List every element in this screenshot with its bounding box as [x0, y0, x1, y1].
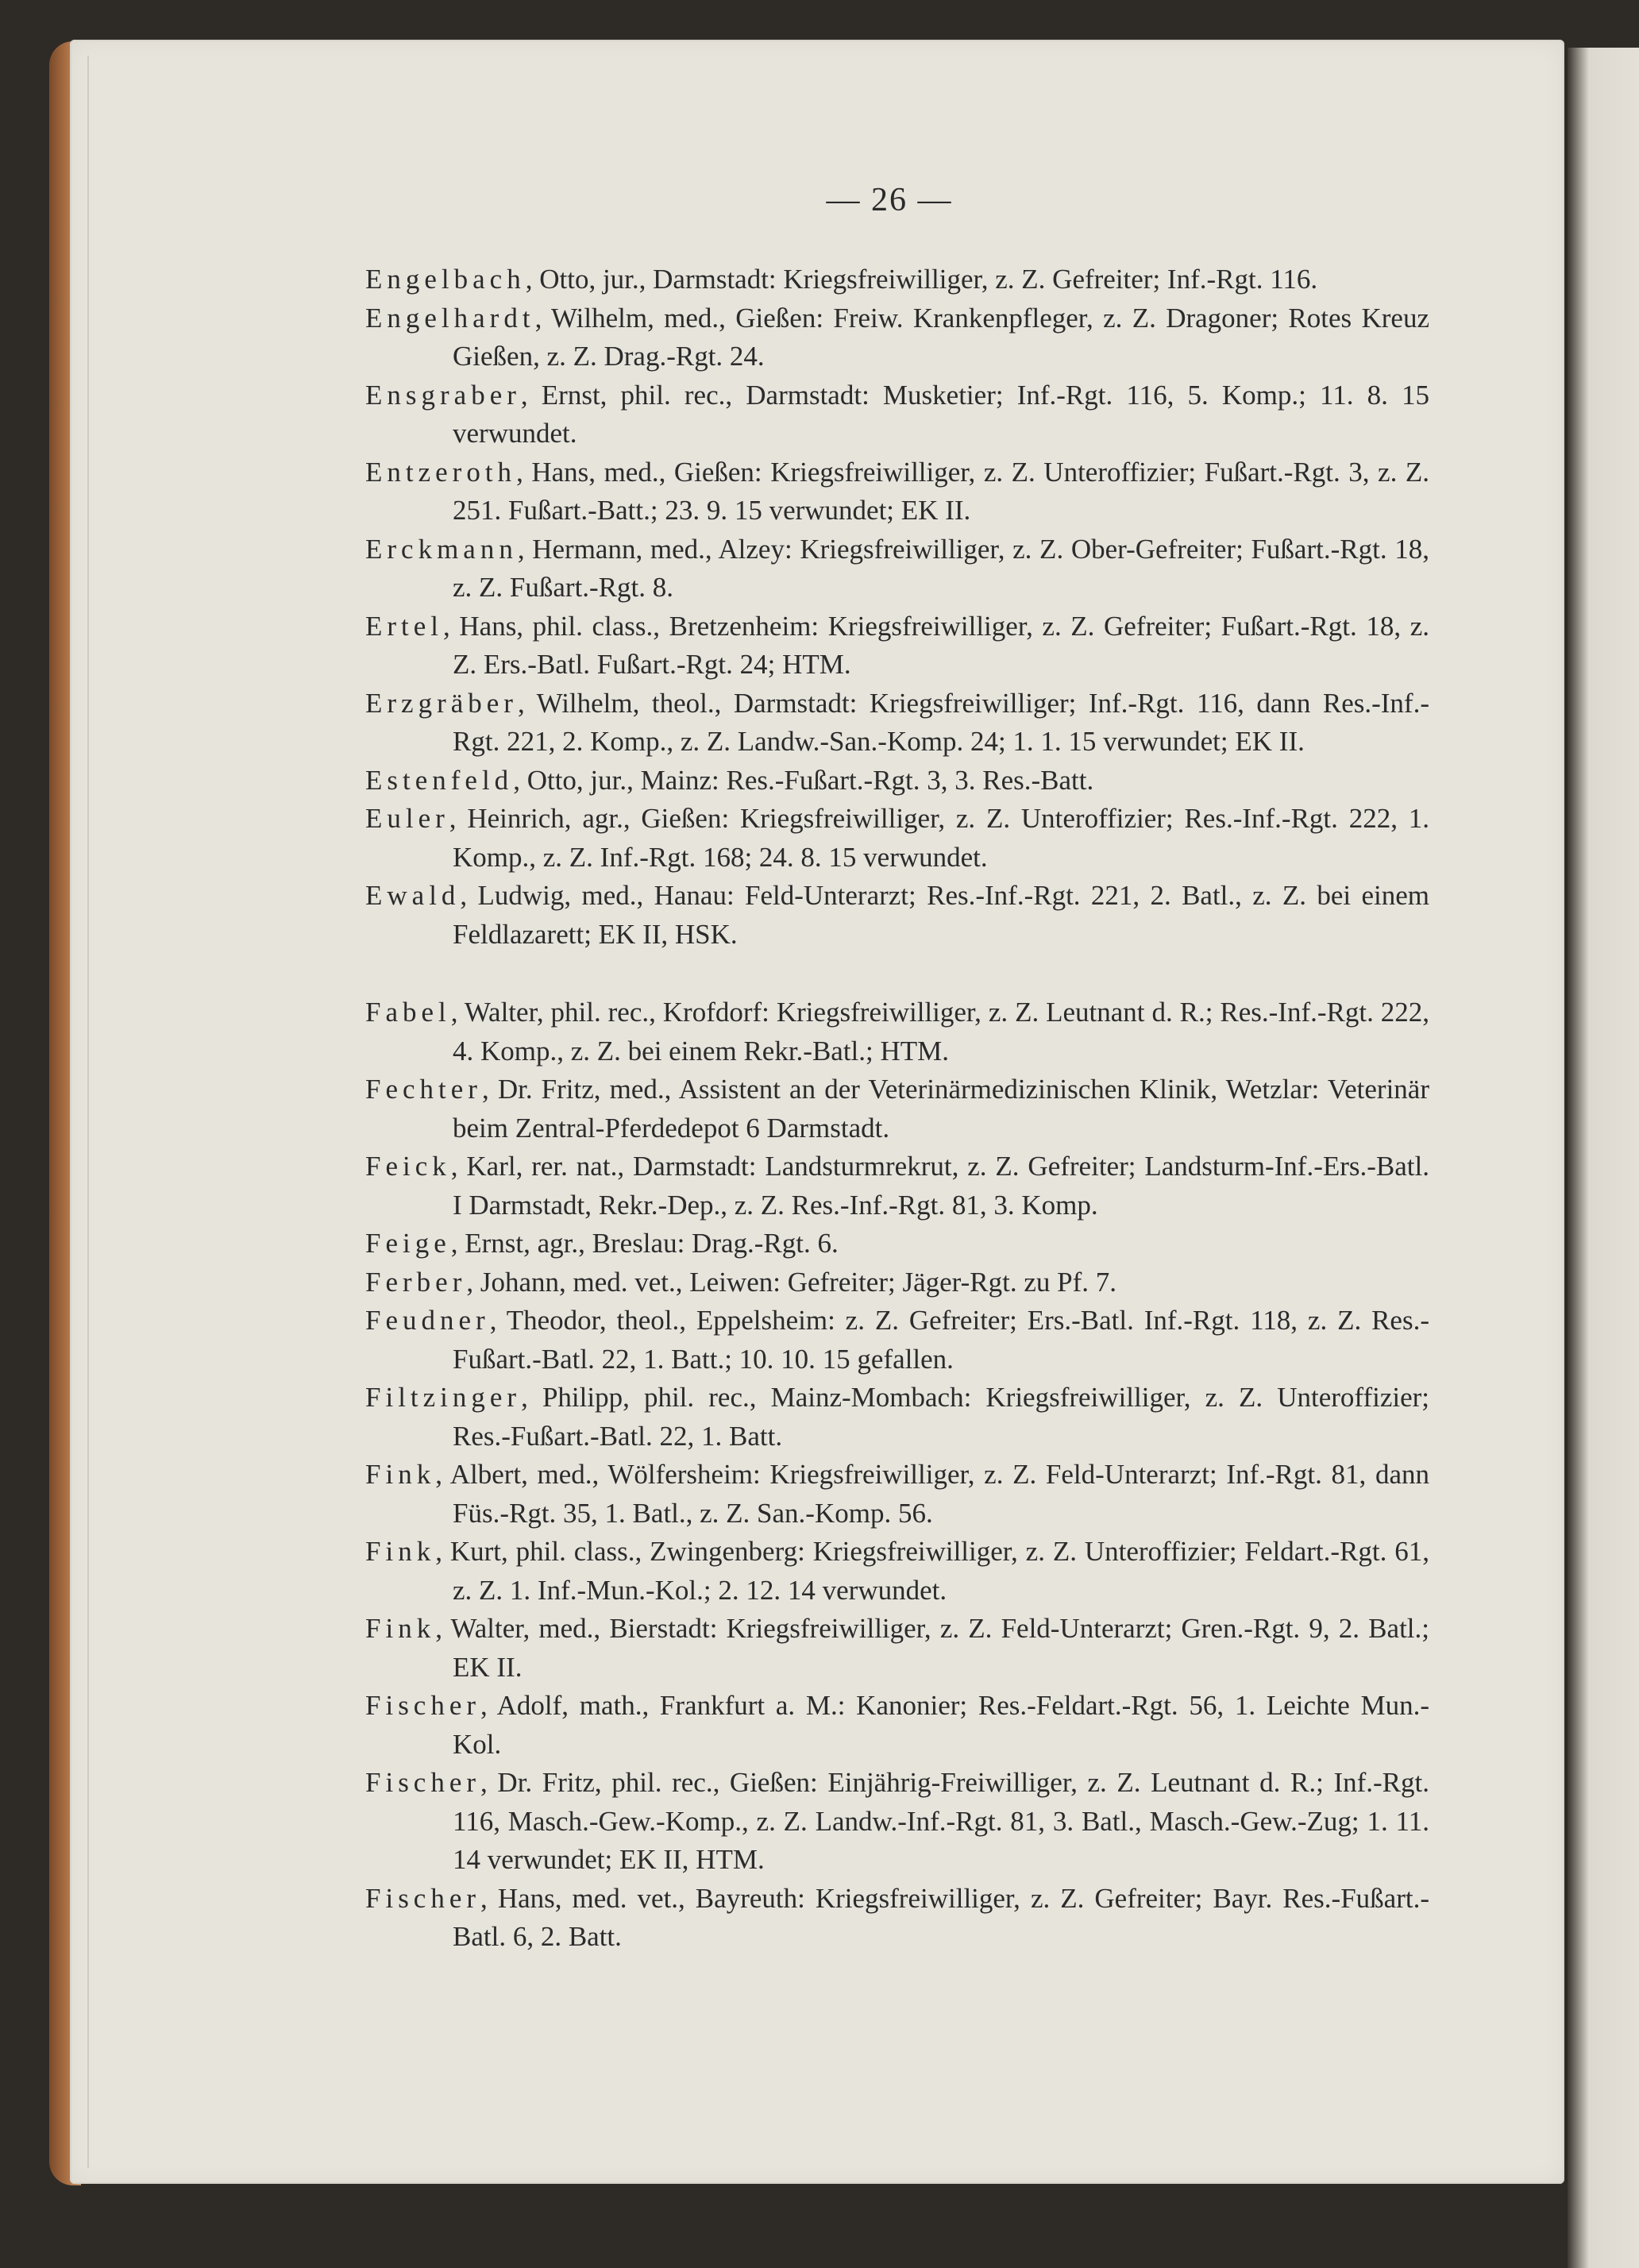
- entry-surname: Fink: [365, 1459, 436, 1490]
- page-edge-line: [87, 56, 89, 2168]
- entry-details: , Johann, med. vet., Leiwen: Gefreiter; Jäger-Rgt. zu Pf. 7.: [466, 1266, 1116, 1298]
- list-item: [365, 1764, 1429, 1880]
- entry-details: , Albert, med., Wölfersheim: Kriegsfreiwilliger, z. Z. Feld-Unterarzt; Inf.-Rgt. 81, dann Füs.-Rgt. 35, 1. Batl., z. Z. San.-Komp. 56.: [435, 1459, 1429, 1529]
- entry-surname: Engelhardt: [365, 302, 535, 334]
- entry-list: [365, 260, 1429, 1957]
- entry-surname: Ensgraber: [365, 379, 521, 411]
- entry-details: , Walter, med., Bierstadt: Kriegsfreiwilliger, z. Z. Feld-Unterarzt; Gren.-Rgt. 9, 2. Batl.; EK II.: [435, 1613, 1429, 1683]
- list-item: [365, 453, 1429, 530]
- entry-surname: Ertel: [365, 610, 444, 642]
- entry-details: , Ernst, agr., Breslau: Drag.-Rgt. 6.: [450, 1228, 839, 1259]
- list-item: [365, 1687, 1429, 1764]
- list-item: [365, 260, 1429, 299]
- list-item: [365, 1070, 1429, 1148]
- entry-details: , Otto, jur., Darmstadt: Kriegsfreiwilliger, z. Z. Gefreiter; Inf.-Rgt. 116.: [525, 264, 1318, 295]
- entry-surname: Fink: [365, 1536, 436, 1567]
- facing-page-edge: [1568, 48, 1639, 2268]
- entry-surname: Fechter: [365, 1074, 482, 1105]
- entry-details: , Adolf, math., Frankfurt a. M.: Kanonier; Res.-Feldart.-Rgt. 56, 1. Leichte Mun.-Kol.: [453, 1690, 1429, 1760]
- entry-details: , Hans, med. vet., Bayreuth: Kriegsfreiwilliger, z. Z. Gefreiter; Bayr. Res.-Fußart.-Batl. 6, 2. Batt.: [453, 1882, 1429, 1952]
- entry-details: , Karl, rer. nat., Darmstadt: Landsturmrekrut, z. Z. Gefreiter; Landsturm-Inf.-Ers.-Batl. I Darmstadt, Rekr.-Dep., z. Z. Res.-Inf.-Rgt. 81, 3. Komp.: [450, 1151, 1429, 1221]
- entry-details: , Ludwig, med., Hanau: Feld-Unterarzt; Res.-Inf.-Rgt. 221, 2. Batl., z. Z. bei einem Feldlazarett; EK II, HSK.: [453, 880, 1429, 950]
- entry-surname: Fischer: [365, 1690, 481, 1721]
- list-item: [365, 1263, 1429, 1302]
- entry-details: , Walter, phil. rec., Krofdorf: Kriegsfreiwilliger, z. Z. Leutnant d. R.; Res.-Inf.-Rgt. 222, 4. Komp., z. Z. bei einem Rekr.-Batl.; HTM.: [450, 997, 1429, 1066]
- entry-surname: Fink: [365, 1613, 436, 1644]
- list-item: [365, 530, 1429, 608]
- entry-surname: Feudner: [365, 1305, 490, 1336]
- entry-details: , Hans, phil. class., Bretzenheim: Kriegsfreiwilliger, z. Z. Gefreiter; Fußart.-Rgt. 18, z. Z. Ers.-Batl. Fußart.-Rgt. 24; HTM.: [443, 610, 1429, 680]
- list-item: [365, 299, 1429, 376]
- entry-details: , Hans, med., Gießen: Kriegsfreiwilliger, z. Z. Unteroffizier; Fußart.-Rgt. 3, z. Z. 251. Fußart.-Batt.; 23. 9. 15 verwundet; EK II.: [453, 456, 1429, 526]
- entry-surname: Fabel: [365, 997, 451, 1028]
- entry-surname: Feige: [365, 1228, 451, 1259]
- list-item: [365, 993, 1429, 1070]
- list-item: [365, 685, 1429, 762]
- entry-details: , Ernst, phil. rec., Darmstadt: Musketier; Inf.-Rgt. 116, 5. Komp.; 11. 8. 15 verwundet.: [453, 379, 1429, 449]
- list-item: [365, 1880, 1429, 1957]
- entry-details: , Theodor, theol., Eppelsheim: z. Z. Gefreiter; Ers.-Batl. Inf.-Rgt. 118, z. Z. Res.-Fußart.-Batl. 22, 1. Batt.; 10. 10. 15 gefallen.: [453, 1305, 1429, 1375]
- list-item: [365, 800, 1429, 877]
- list-item: [365, 1533, 1429, 1610]
- entry-details: , Wilhelm, theol., Darmstadt: Kriegsfreiwilliger; Inf.-Rgt. 116, dann Res.-Inf.-Rgt. 221, 2. Komp., z. Z. Landw.-San.-Komp. 24; 1. 1. 15 verwundet; EK II.: [453, 687, 1429, 757]
- page-number: — 26 —: [826, 182, 953, 218]
- list-item: [365, 376, 1429, 453]
- entry-details: , Hermann, med., Alzey: Kriegsfreiwilliger, z. Z. Ober-Gefreiter; Fußart.-Rgt. 18, z. Z. Fußart.-Rgt. 8.: [453, 533, 1429, 603]
- entry-details: , Wilhelm, med., Gießen: Freiw. Krankenpfleger, z. Z. Dragoner; Rotes Kreuz Gießen, z. Z. Drag.-Rgt. 24.: [453, 302, 1429, 372]
- section-gap: [365, 954, 1429, 993]
- entry-surname: Filtzinger: [365, 1382, 522, 1413]
- entry-surname: Estenfeld: [365, 764, 514, 796]
- entry-surname: Ewald: [365, 880, 461, 911]
- entry-surname: Erzgräber: [365, 687, 518, 719]
- entry-surname: Fischer: [365, 1767, 481, 1798]
- entry-surname: Ferber: [365, 1266, 467, 1298]
- list-item: [365, 1456, 1429, 1533]
- entry-surname: Engelbach: [365, 264, 526, 295]
- entry-details: , Kurt, phil. class., Zwingenberg: Kriegsfreiwilliger, z. Z. Unteroffizier; Feldart.-Rgt. 61, z. Z. 1. Inf.-Mun.-Kol.; 2. 12. 14 verwundet.: [435, 1536, 1429, 1606]
- entry-details: , Dr. Fritz, med., Assistent an der Veterinärmedizinischen Klinik, Wetzlar: Veterinär beim Zentral-Pferdedepot 6 Darmstadt.: [453, 1074, 1429, 1144]
- entry-surname: Entzeroth: [365, 456, 517, 488]
- list-item: [365, 877, 1429, 954]
- list-item: [365, 1148, 1429, 1225]
- entry-surname: Erckmann: [365, 533, 518, 565]
- entry-details: , Philipp, phil. rec., Mainz-Mombach: Kriegsfreiwilliger, z. Z. Unteroffizier; Res.-Fußart.-Batl. 22, 1. Batt.: [453, 1382, 1429, 1452]
- entry-details: , Dr. Fritz, phil. rec., Gießen: Einjährig-Freiwilliger, z. Z. Leutnant d. R.; Inf.-Rgt. 116, Masch.-Gew.-Komp., z. Z. Landw.-Inf.-Rgt. 81, 3. Batl., Masch.-Gew.-Zug; 1. 11. 14 verwundet; EK II, HTM.: [453, 1767, 1429, 1875]
- list-item: [365, 1379, 1429, 1456]
- entry-surname: Euler: [365, 803, 449, 834]
- entry-details: , Heinrich, agr., Gießen: Kriegsfreiwilliger, z. Z. Unteroffizier; Res.-Inf.-Rgt. 222, 1. Komp., z. Z. Inf.-Rgt. 168; 24. 8. 15 verwundet.: [449, 803, 1429, 873]
- list-item: [365, 608, 1429, 685]
- list-item: [365, 762, 1429, 800]
- entry-surname: Feick: [365, 1151, 451, 1182]
- list-item: [365, 1225, 1429, 1263]
- list-item: [365, 1302, 1429, 1379]
- entry-details: , Otto, jur., Mainz: Res.-Fußart.-Rgt. 3, 3. Res.-Batt.: [513, 764, 1094, 796]
- entry-surname: Fischer: [365, 1882, 481, 1914]
- list-item: [365, 1610, 1429, 1687]
